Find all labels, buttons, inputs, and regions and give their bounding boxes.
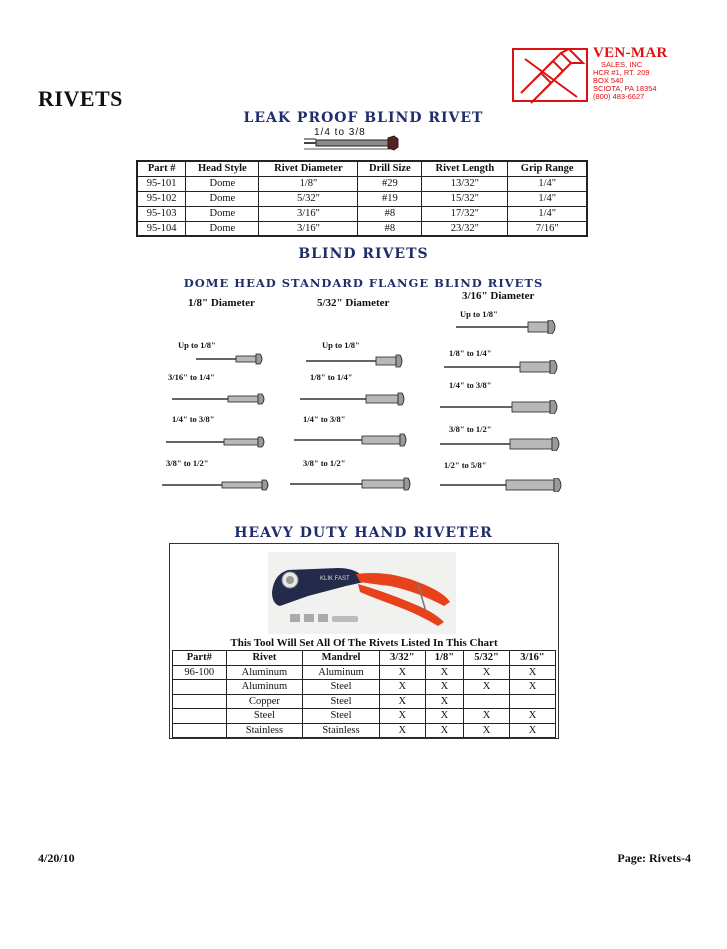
table-cell: Dome [186, 221, 259, 236]
col-header: Rivet Length [422, 161, 508, 176]
table-cell: #29 [358, 176, 422, 191]
table-cell: Dome [186, 176, 259, 191]
logo-emblem-icon [511, 45, 591, 105]
table-cell [173, 680, 227, 695]
table-cell: X [464, 665, 510, 680]
table-cell: Steel [226, 709, 303, 724]
table-cell [464, 694, 510, 709]
leak-proof-table [136, 160, 588, 237]
logo-line: SCIOTA, PA 18354 [593, 84, 657, 93]
col-header: Drill Size [358, 161, 422, 176]
table-cell: Stainless [303, 723, 380, 738]
page-heading: RIVETS [38, 86, 123, 111]
table-cell: Aluminum [226, 665, 303, 680]
table-cell: 5/32" [259, 191, 358, 206]
rivet-range-label: 1/4 to 3/8 [314, 127, 366, 138]
rivet-icon [440, 478, 566, 492]
table-cell: X [379, 680, 425, 695]
table-cell: 17/32" [422, 206, 508, 221]
table-cell: 95-101 [137, 176, 186, 191]
diameter-heading: 5/32" Diameter [317, 297, 390, 309]
grip-range-label: 3/8" to 1/2" [449, 424, 492, 434]
table-cell: 13/32" [422, 176, 508, 191]
table-cell: Aluminum [226, 680, 303, 695]
table-cell [173, 709, 227, 724]
col-header: Rivet Diameter [259, 161, 358, 176]
table-cell: 23/32" [422, 221, 508, 236]
table-cell: X [510, 723, 556, 738]
table-cell: 95-103 [137, 206, 186, 221]
col-header: Rivet [226, 651, 303, 666]
riveter-caption: This Tool Will Set All Of The Rivets Listed In This Chart [230, 637, 498, 649]
table-row [173, 723, 556, 738]
rivet-icon [166, 435, 268, 449]
logo-name: VEN-MAR [593, 45, 668, 61]
table-header-row [137, 161, 587, 176]
riveter-compat-table [172, 650, 556, 738]
col-header: 3/32" [379, 651, 425, 666]
table-cell: Copper [226, 694, 303, 709]
diameter-heading: 3/16" Diameter [462, 290, 535, 302]
col-header: Part# [173, 651, 227, 666]
table-cell: X [464, 723, 510, 738]
table-cell: 15/32" [422, 191, 508, 206]
grip-range-label: 1/4" to 3/8" [303, 414, 346, 424]
col-header: Head Style [186, 161, 259, 176]
table-cell: Steel [303, 680, 380, 695]
grip-range-label: Up to 1/8" [322, 340, 360, 350]
col-header: 3/16" [510, 651, 556, 666]
company-logo [511, 45, 701, 107]
rivet-icon [196, 352, 266, 366]
table-cell: Aluminum [303, 665, 380, 680]
table-header-row [173, 651, 556, 666]
table-cell: Steel [303, 709, 380, 724]
table-row [137, 191, 587, 206]
table-cell: X [379, 723, 425, 738]
table-cell [510, 694, 556, 709]
leak-proof-rivet-figure [300, 127, 412, 153]
rivet-icon [162, 478, 272, 492]
table-cell [173, 694, 227, 709]
riveter-photo [268, 552, 456, 634]
table-cell: X [510, 709, 556, 724]
table-cell: #8 [358, 221, 422, 236]
hand-riveter-icon [268, 552, 456, 634]
tool-brand-label: KLIK FAST [320, 576, 350, 582]
table-row [173, 694, 556, 709]
grip-range-label: Up to 1/8" [460, 309, 498, 319]
col-header: 1/8" [425, 651, 463, 666]
grip-range-label: 3/8" to 1/2" [166, 458, 209, 468]
table-cell: 1/8" [259, 176, 358, 191]
table-cell: 7/16" [508, 221, 587, 236]
table-cell: 3/16" [259, 221, 358, 236]
footer-page-number: Page: Rivets-4 [617, 851, 691, 865]
table-cell: X [464, 709, 510, 724]
col-header: Part # [137, 161, 186, 176]
rivet-icon [300, 392, 408, 406]
table-cell: Stainless [226, 723, 303, 738]
table-cell: 96-100 [173, 665, 227, 680]
grip-range-label: 3/8" to 1/2" [303, 458, 346, 468]
table-cell: 95-102 [137, 191, 186, 206]
table-cell: X [510, 680, 556, 695]
table-cell [173, 723, 227, 738]
rivet-icon [294, 433, 410, 447]
table-cell: 1/4" [508, 176, 587, 191]
rivet-icon [440, 437, 564, 451]
blind-rivets-subtitle: DOME HEAD STANDARD FLANGE BLIND RIVETS [183, 276, 544, 290]
riveter-title: HEAVY DUTY HAND RIVETER [234, 525, 493, 541]
grip-range-label: 3/16" to 1/4" [168, 372, 215, 382]
rivet-icon [306, 354, 406, 368]
col-header: Grip Range [508, 161, 587, 176]
table-cell: X [425, 723, 463, 738]
table-cell: 95-104 [137, 221, 186, 236]
table-cell: 1/4" [508, 206, 587, 221]
diameter-heading: 1/8" Diameter [188, 297, 255, 309]
table-cell: 3/16" [259, 206, 358, 221]
rivet-icon [456, 320, 560, 334]
logo-line: SALES, INC [601, 60, 643, 69]
table-row [137, 176, 587, 191]
rivet-icon [440, 400, 562, 414]
table-cell: Dome [186, 206, 259, 221]
table-cell: X [425, 665, 463, 680]
grip-range-label: Up to 1/8" [178, 340, 216, 350]
table-cell: Steel [303, 694, 380, 709]
leak-proof-rivet-icon [300, 127, 412, 153]
table-cell: X [379, 709, 425, 724]
rivet-icon [444, 360, 562, 374]
logo-line: (800) 483-6627 [593, 92, 645, 101]
table-cell: X [510, 665, 556, 680]
grip-range-label: 1/2" to 5/8" [444, 460, 487, 470]
table-cell: X [379, 694, 425, 709]
table-row [137, 206, 587, 221]
footer-date: 4/20/10 [38, 851, 75, 865]
col-header: Mandrel [303, 651, 380, 666]
table-cell: #19 [358, 191, 422, 206]
table-cell: X [425, 709, 463, 724]
table-cell: #8 [358, 206, 422, 221]
table-row [173, 709, 556, 724]
table-row [173, 680, 556, 695]
blind-rivets-title: BLIND RIVETS [298, 246, 429, 262]
grip-range-label: 1/8" to 1/4" [449, 348, 492, 358]
grip-range-label: 1/4" to 3/8" [449, 380, 492, 390]
table-cell: X [425, 694, 463, 709]
table-cell: X [464, 680, 510, 695]
logo-line: BOX 540 [593, 76, 624, 85]
table-cell: 1/4" [508, 191, 587, 206]
logo-line: HCR #1, RT. 209 [593, 68, 650, 77]
table-cell: X [379, 665, 425, 680]
table-cell: Dome [186, 191, 259, 206]
table-row [137, 221, 587, 236]
grip-range-label: 1/4" to 3/8" [172, 414, 215, 424]
leak-proof-title: LEAK PROOF BLIND RIVET [243, 110, 484, 126]
col-header: 5/32" [464, 651, 510, 666]
grip-range-label: 1/8" to 1/4" [310, 372, 353, 382]
table-cell: X [425, 680, 463, 695]
rivet-icon [172, 392, 268, 406]
rivet-icon [290, 477, 414, 491]
table-row [173, 665, 556, 680]
